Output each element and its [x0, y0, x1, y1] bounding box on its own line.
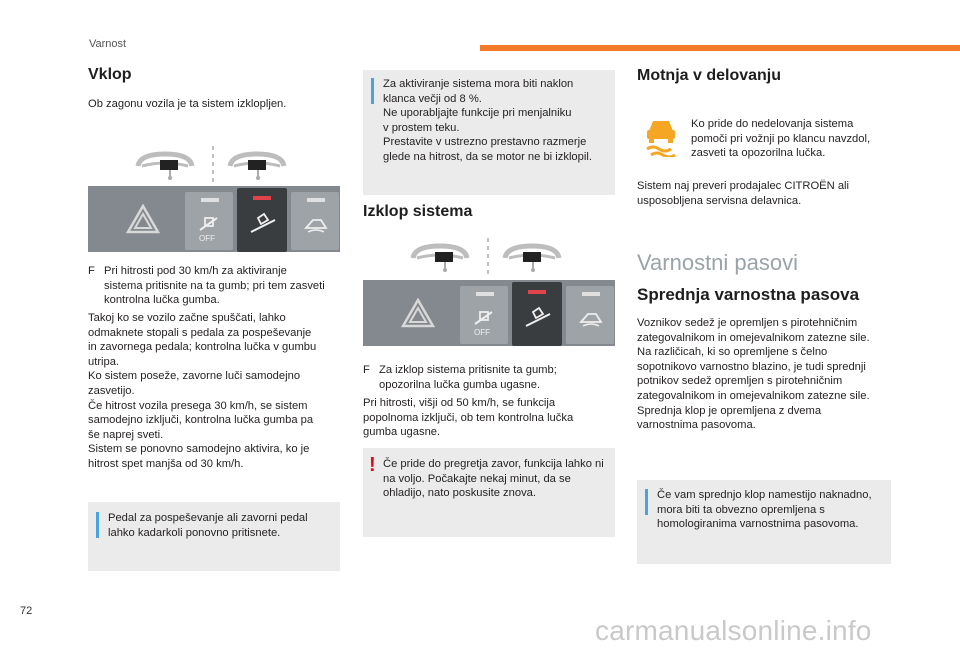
info-note — [363, 70, 615, 195]
descent-control-icon — [197, 210, 221, 234]
warning-icon: ! — [369, 454, 376, 476]
section-title-vklop: Vklop — [88, 66, 132, 83]
body-line: še naprej sveti. — [88, 428, 164, 441]
deactivation-body — [363, 396, 613, 440]
hazard-warning-icon — [401, 298, 435, 328]
note-line: v prostem teku. — [383, 121, 460, 134]
body-line: Voznikov sedež je opremljen s pirotehničnim — [637, 317, 858, 329]
deactivation-bullet: Za izklop sistema pritisnite ta gumb; opozorilna lučka gumba ugasne. — [379, 364, 557, 391]
hill-descent-icon — [524, 304, 552, 330]
info-marker — [96, 512, 99, 538]
traction-control-icon — [303, 212, 329, 236]
traction-button[interactable] — [566, 286, 614, 344]
seatbelt-body — [637, 316, 897, 433]
button-indicator — [582, 292, 600, 296]
hazard-warning-icon — [126, 204, 160, 234]
body-line: zategovalnikom in omejevalnikom zatezne sile. — [637, 331, 870, 344]
hill-descent-icon — [249, 210, 277, 236]
steering-wheel-illustration — [130, 146, 300, 182]
off-label: OFF — [199, 234, 215, 243]
body-line: sopotnikovo varnostno blazino, je tudi sprednji — [637, 360, 866, 373]
button-indicator — [201, 198, 219, 202]
body-line: Ko sistem poseže, zavorne luči samodejno — [88, 370, 301, 383]
button-indicator — [307, 198, 325, 202]
running-header: Varnost — [89, 38, 127, 50]
descent-control-off-button[interactable] — [460, 286, 508, 344]
steering-wheels-icon — [130, 146, 300, 182]
descent-control-icon — [472, 304, 496, 328]
off-label: OFF — [474, 328, 490, 337]
info-note — [637, 480, 891, 564]
note-line: Ne uporabljajte funkcije pri menjalniku — [383, 107, 572, 120]
button-panel — [88, 186, 340, 252]
activation-bullet: Pri hitrosti pod 30 km/h za aktiviranje sistema pritisnite na ta gumb; pri tem zasveti kontrolna lučka gumba. — [104, 265, 325, 307]
body-line: Sprednja klop je opremljena z dvema — [637, 404, 822, 417]
button-indicator — [476, 292, 494, 296]
steering-wheel-illustration — [405, 238, 575, 274]
body-line: samodejno izključi, kontrolna lučka gumba pa — [88, 414, 314, 427]
body-line: Takoj ko se vozilo začne spuščati, lahko — [88, 312, 286, 324]
activation-body — [88, 311, 348, 472]
descent-control-button[interactable] — [512, 282, 562, 346]
malfunction-body: Sistem naj preveri prodajalec CITROËN ali usposobljena servisna delavnica. — [637, 180, 850, 207]
intro-text: Ob zagonu vozila je ta sistem izklopljen. — [88, 98, 287, 110]
warning-note — [363, 448, 615, 537]
info-marker — [371, 78, 374, 104]
subsection-title: Sprednja varnostna pasova — [637, 285, 860, 304]
note-line: klanca večji od 8 %. — [383, 92, 482, 105]
note-line: Prestavite v ustrezno prestavno razmerje — [383, 136, 587, 149]
body-line: utripa. — [88, 355, 120, 368]
steering-wheels-icon — [405, 238, 575, 274]
hill-descent-warning-lamp-icon — [643, 115, 679, 157]
body-line: potnikov sedež opremljen s pirotehničnim — [637, 375, 843, 388]
body-line: in zavornega pedala; kontrolna lučka v gumbu — [88, 341, 317, 354]
traction-control-icon — [578, 306, 604, 330]
info-note — [88, 502, 340, 571]
button-panel — [363, 280, 615, 346]
descent-control-off-button[interactable] — [185, 192, 233, 250]
body-line: varnostnima pasovoma. — [637, 419, 756, 432]
info-note-text — [383, 77, 611, 165]
bullet-marker: F — [88, 265, 95, 277]
warning-note-text: Če pride do pregretja zavor, funkcija lahko ni na voljo. Počakajte nekaj minut, da se ohladijo, nato poskusite znova. — [383, 458, 604, 500]
body-line: Pri hitrosti, višji od 50 km/h, se funkcija — [363, 397, 556, 409]
body-line: Na različicah, ki so opremljene s čelno — [637, 346, 828, 359]
body-line: popolnoma izključi, ob tem kontrolna lučka — [363, 411, 574, 424]
body-line: hitrost spet manjša od 30 km/h. — [88, 457, 244, 470]
info-note-text: Pedal za pospeševanje ali zavorni pedal lahko kadarkoli ponovno pritisnete. — [108, 512, 308, 539]
button-indicator-lit — [253, 196, 271, 200]
note-line: glede na hitrost, da se motor ne bi izklopil. — [383, 150, 592, 163]
note-line: Za aktiviranje sistema mora biti naklon — [383, 78, 574, 90]
section-title-izklop: Izklop sistema — [363, 203, 473, 220]
body-line: zategovalnikom in omejevalnikom zatezne sile. — [637, 389, 870, 402]
body-line: Če hitrost vozila presega 30 km/h, se sistem — [88, 399, 308, 412]
page-number: 72 — [20, 605, 33, 617]
body-line: odmaknete stopali s pedala za pospeševanje — [88, 326, 312, 339]
watermark: carmanualsonline.info — [595, 615, 872, 646]
button-indicator-lit — [528, 290, 546, 294]
info-note-text: Če vam sprednjo klop namestijo naknadno, mora biti ta obvezno opremljena s homologiranima varnostnima pasovoma. — [657, 489, 872, 531]
body-line: Sistem se ponovno samodejno aktivira, ko je — [88, 443, 310, 456]
body-line: zasvetijo. — [88, 384, 135, 397]
bullet-marker: F — [363, 364, 370, 376]
section-title-motnja: Motnja v delovanju — [637, 67, 782, 84]
header-accent-bar — [480, 45, 960, 51]
body-line: gumba ugasne. — [363, 426, 441, 439]
info-marker — [645, 489, 648, 515]
descent-control-button[interactable] — [237, 188, 287, 252]
traction-button[interactable] — [291, 192, 339, 250]
malfunction-lamp-text: Ko pride do nedelovanja sistema pomoči pri vožnji po klancu navzdol, zasveti ta opozorilna lučka. — [691, 118, 871, 160]
chapter-title: Varnostni pasovi — [637, 250, 799, 275]
